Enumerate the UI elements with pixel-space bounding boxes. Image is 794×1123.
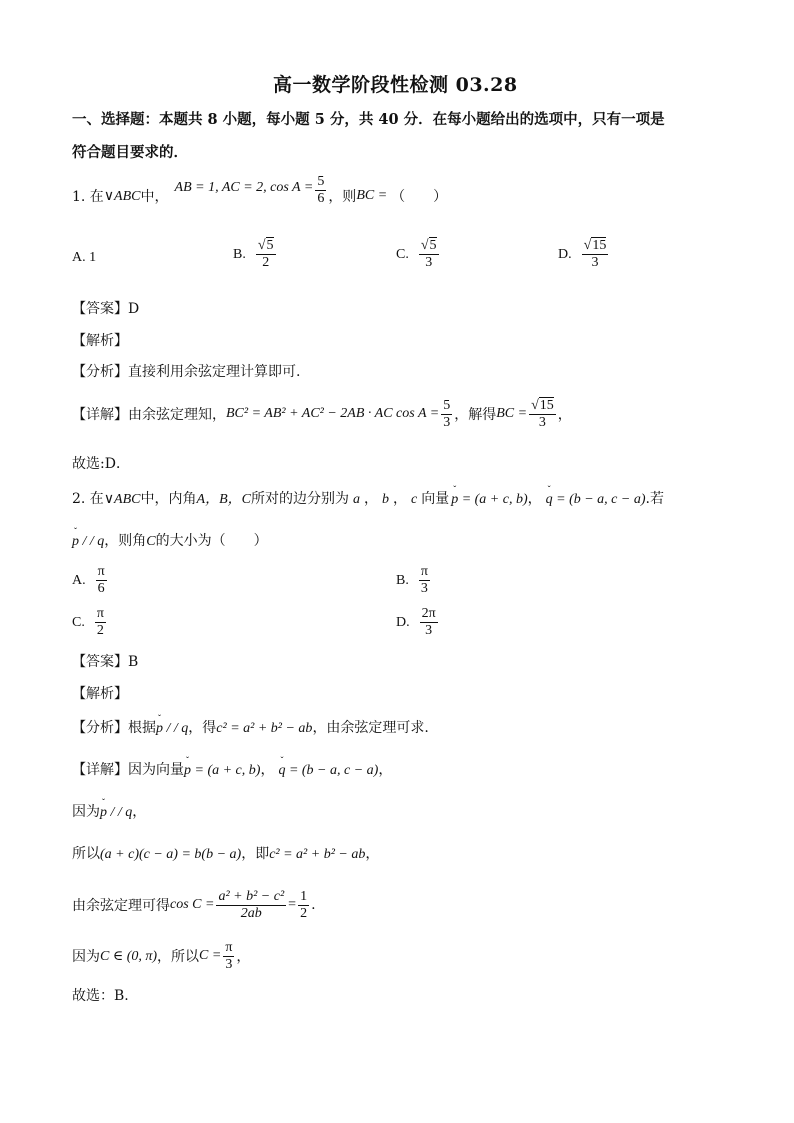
q2-detail4-num: a² + b² − c² — [218, 888, 285, 904]
q1-option-d-label: D. — [558, 246, 572, 262]
q1-option-a — [72, 250, 96, 266]
q2-ruo: 若 — [649, 491, 664, 507]
q2-option-b-fraction — [419, 564, 430, 597]
q1-detail-expr: BC² = AB² + AC² − 2AB · AC cos A = — [226, 406, 440, 421]
q2-analysis-end: ，由余弦定理可求. — [312, 720, 429, 736]
q2-option-a-num: π — [97, 564, 105, 579]
q1-ask-expr: BC = — [356, 188, 388, 203]
q1-analysis: 【分析】直接利用余弦定理计算即可. — [72, 364, 301, 380]
q1-detail — [72, 394, 572, 434]
q1-option-b-label: B. — [233, 246, 246, 262]
q2-answer: 【答案】B — [72, 654, 139, 670]
page-title: 高一数学阶段性检测 03.28 — [273, 74, 518, 96]
q1-option-c — [396, 238, 441, 271]
q1-option-c-fraction: $\frac{√5}{3}$ — [420, 238, 437, 270]
q2-detail1-p: ˇ p = (a + c, b) — [184, 763, 260, 778]
q1-answer: 【答案】D — [72, 301, 140, 317]
q2-analysis — [72, 717, 429, 737]
q2-side-c: c — [410, 492, 418, 507]
q2-analysis-prefix: 【分析】根据 — [72, 720, 156, 736]
q2-option-c-fraction — [95, 606, 106, 639]
q2-option-c-den: 2 — [96, 623, 104, 638]
q2-stem2: 所对的边分别为 — [250, 491, 349, 507]
q2-detail1-prefix: 【详解】因为向量 — [72, 762, 184, 778]
question-1-stem — [72, 173, 448, 216]
q2-side-a: a — [352, 492, 360, 507]
q1-prefix: 1. 在 — [72, 189, 104, 205]
q2-angle-c: C — [146, 534, 156, 549]
section-heading-line1: 一、选择题：本题共 8 小题，每小题 5 分，共 40 分．在每小题给出的选项中，只有一项是 — [72, 111, 665, 128]
q1-option-a-value: 1 — [89, 250, 97, 265]
q2-detail-4: 由余弦定理可得 cos C = $\frac{\text{a² + b² − c²}}{2ab}$ = $\frac{1}{2}$ . — [72, 888, 316, 921]
question-2-stem-line2 — [72, 530, 268, 550]
q2-q-expr: ˇ q = (b − a, c − a) — [546, 492, 646, 507]
q2-detail3-mid: ，即 — [241, 846, 270, 862]
q1-option-d-den: 3 — [591, 255, 599, 270]
q2-detail5-fraction — [223, 940, 234, 973]
q1-mid: 中， — [140, 189, 169, 205]
q1-option-d-num: 15 — [592, 238, 607, 253]
q1-detail-frac-num: 5 — [443, 397, 451, 413]
q2-detail-2: 因为ˇ p / / q， — [72, 801, 146, 821]
q2-choose: 故选：B. — [72, 988, 129, 1004]
q2-detail5-c: C = — [199, 948, 222, 963]
q2-analysis-mid: ，得 — [188, 720, 217, 736]
q2-detail5-prefix: 因为 — [72, 949, 100, 965]
q2-option-a-fraction — [96, 564, 107, 597]
q2-detail5-den: 3 — [225, 956, 233, 972]
q2-detail-5: 因为 C ∈ (0, π) ，所以 C = $\frac{\pi}{3}$ ， — [72, 939, 251, 972]
q2-detail-3: 所以(a + c)(c − a) = b(b − a)，即c² = a² + b² − ab， — [72, 846, 380, 862]
section-heading-line2: 符合题目要求的． — [72, 144, 188, 161]
q1-paren: （ ） — [391, 189, 448, 205]
q1-cond-num: 5 — [317, 173, 325, 189]
q1-detail-prefix: 【详解】由余弦定理知， — [72, 407, 226, 423]
q1-detail-frac-den: 3 — [443, 414, 451, 430]
q2-option-b-num: π — [420, 564, 428, 579]
q2-option-a-den: 6 — [97, 581, 105, 596]
q2-detail5-mid: ，所以 — [157, 949, 200, 965]
q2-option-a-label: A. — [72, 572, 86, 588]
q2-stem4: 的大小为（ ） — [155, 533, 268, 549]
q2-detail4-half — [298, 889, 309, 922]
q1-jiexi: 【解析】 — [72, 333, 128, 349]
q2-option-d-label: D. — [396, 614, 410, 630]
q2-analysis-eq: c² = a² + b² − ab — [216, 721, 313, 736]
q2-option-c — [72, 606, 108, 639]
q2-option-d-den: 3 — [425, 623, 433, 638]
q2-option-b — [396, 564, 432, 597]
q2-pq: ˇ p / / q — [72, 534, 104, 549]
q2-detail4-half-den: 2 — [300, 905, 308, 921]
q1-detail-bc-num: 15 — [539, 397, 554, 413]
q2-detail2-pq: ˇ p / / q — [100, 805, 132, 820]
q1-option-c-num: 5 — [429, 238, 437, 253]
q1-detail-bc: BC = — [496, 406, 528, 421]
q1-triangle: ∨ABC — [103, 188, 141, 204]
q2-detail4-cos: cos C = — [170, 897, 215, 912]
q2-option-b-label: B. — [396, 572, 409, 588]
q2-detail4-prefix: 由余弦定理可得 — [72, 898, 170, 914]
q1-option-b-num: 5 — [266, 238, 274, 253]
q2-detail2-prefix: 因为 — [72, 804, 100, 820]
q2-option-c-num: π — [96, 606, 104, 621]
q2-triangle: ∨ABC — [103, 492, 141, 507]
q2-stem3: ，则角 — [104, 533, 147, 549]
q1-ask: ，则 — [328, 189, 357, 205]
q1-option-c-label: C. — [396, 246, 409, 262]
q2-option-a — [72, 564, 109, 597]
q1-condition-fraction — [315, 174, 326, 207]
q2-detail4-eq: = — [288, 897, 297, 912]
q2-option-d-fraction — [420, 606, 438, 639]
q1-detail-bc-fraction: $\frac{√15}{3}$ — [531, 397, 554, 430]
q2-vec-text: 向量 — [421, 491, 450, 507]
q1-option-d-fraction: $\frac{√15}{3}$ — [583, 238, 607, 270]
q2-detail4-den: 2ab — [240, 905, 262, 921]
q2-detail1-q: ˇ q = (b − a, c − a) — [278, 763, 378, 778]
q1-option-d — [558, 238, 610, 271]
q2-option-c-label: C. — [72, 614, 85, 630]
q2-detail5-num: π — [225, 939, 233, 955]
q2-jiexi: 【解析】 — [72, 686, 128, 702]
q2-angles: A，B，C — [196, 492, 251, 507]
q1-detail-fraction — [441, 398, 452, 431]
q1-option-b-den: 2 — [262, 255, 270, 270]
q2-option-d-num: 2π — [421, 606, 436, 621]
q1-option-c-den: 3 — [425, 255, 433, 270]
q1-option-b — [233, 238, 278, 271]
q1-option-a-label: A. — [72, 250, 86, 265]
q2-option-d — [396, 606, 440, 639]
q2-detail3-prefix: 所以 — [72, 846, 100, 862]
q2-detail4-half-num: 1 — [300, 888, 308, 904]
q2-detail3-expr: (a + c)(c − a) = b(b − a) — [100, 847, 242, 862]
q2-stem1: 中，内角 — [140, 491, 197, 507]
q2-detail4-fraction — [216, 889, 286, 922]
q2-detail3-eq: c² = a² + b² − ab — [269, 847, 366, 862]
q2-analysis-pq: ˇ p / / q — [156, 721, 188, 736]
q1-option-b-fraction: $\frac{√5}{2}$ — [257, 238, 274, 270]
q2-prefix: 2. 在 — [72, 491, 104, 507]
q2-detail5-expr: C ∈ (0, π) — [100, 948, 158, 964]
q1-choose: 故选:D． — [72, 456, 130, 472]
q1-cond-den: 6 — [317, 190, 325, 206]
q1-detail-bc-den: 3 — [538, 414, 546, 430]
q1-condition: AB = 1, AC = 2, cos A = — [174, 180, 314, 195]
q2-side-b: b — [381, 492, 389, 507]
q1-detail-end: ， — [557, 407, 572, 423]
q2-detail-1: 【详解】因为向量ˇ p = (a + c, b)， ˇ q = (b − a, c − a)， — [72, 759, 392, 779]
q1-detail-mid: ，解得 — [454, 407, 497, 423]
q2-p-expr: ˇ p = (a + c, b) — [451, 492, 527, 507]
question-2-stem-line1: 2. 在∨ABC中，内角A，B，C所对的边分别为 a ， b ， c 向量 ˇ p = (a + c, b)， ˇ q = (b − a, c − a).若 — [72, 488, 664, 508]
q2-option-b-den: 3 — [420, 581, 428, 596]
